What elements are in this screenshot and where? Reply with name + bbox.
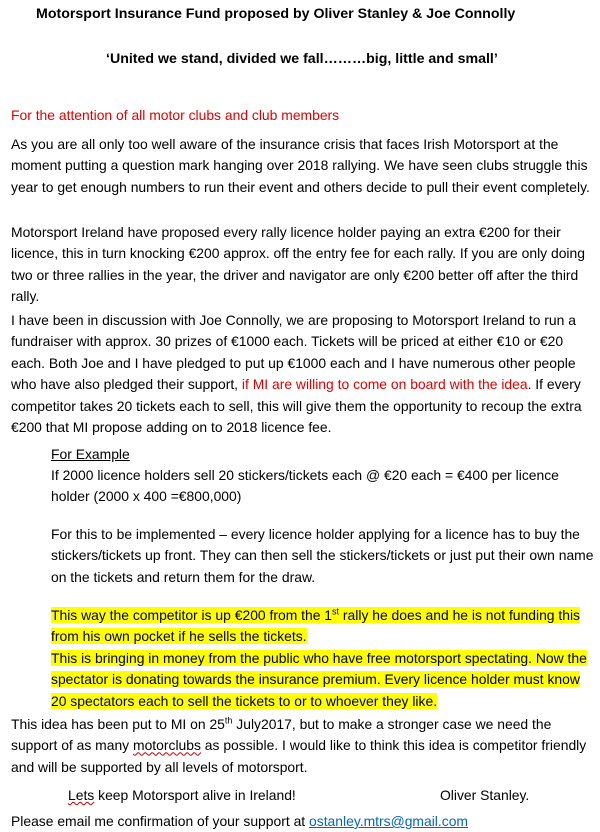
document-slogan: ‘United we stand, divided we fall………big, little and small’ — [106, 51, 498, 67]
footer-email-line: Please email me confirmation of your support at ostanley.mtrs@gmail.com — [11, 813, 468, 829]
signoff-name: Oliver Stanley. — [440, 787, 530, 803]
signoff-slogan: Lets keep Motorsport alive in Ireland! — [68, 787, 296, 803]
highlight-spectator: This is bringing in money from the public who have free motorsport spectating. Now the spectator is donating towards the insurance premium. Every licence holder must know 20 spectators each to sell the tickets to or to whoever they like. — [51, 649, 587, 709]
closing-paragraph: This idea has been put to MI on 25th July2017, but to make a stronger case we need the support of as many motorclubs as possible. I would like to think this idea is competitor friendly and will be supported by all levels of motorsport. — [11, 715, 587, 775]
highlight-competitor: This way the competitor is up €200 from the 1st rally he does and he is not funding this from his own pocket if he sells the tickets. — [51, 606, 580, 645]
paragraph-fundraiser — [11, 310, 597, 438]
paragraph-mi-proposal: Motorsport Ireland have proposed every rally licence holder paying an extra €200 for their licence, this in turn knocking €200 approx. off the entry fee for each rally. If you are only doing two or three rallies in the year, the driver and navigator are only €200 better off after the third rally. — [11, 224, 585, 305]
email-link[interactable]: ostanley.mtrs@gmail.com — [309, 813, 468, 829]
motorclubs-word: motorclubs — [133, 737, 201, 754]
example-heading: For Example — [51, 446, 130, 462]
attention-line: For the attention of all motor clubs and club members — [11, 107, 340, 123]
fundraiser-condition: if MI are willing to come on board with the idea — [241, 376, 528, 393]
implementation-paragraph: For this to be implemented – every licence holder applying for a licence has to buy the stickers/tickets up front. They can then sell the stickers/tickets or just put their own name on the tickets and return them for the draw. — [51, 526, 594, 585]
example-calculation: If 2000 licence holders sell 20 stickers/tickets each @ €20 each = €400 per licence holder (2000 x 400 =€800,000) — [51, 467, 559, 505]
highlighted-benefits — [51, 605, 597, 712]
fundraiser-text: I have been in discussion with Joe Connolly, we are proposing to Motorsport Ireland to run a fundraiser with approx. 30 prizes of €1000 each. Tickets will be priced at either €10 or €20 each. Both Joe and I have pledged to put up €1000 each and I have numerous other people who have also pledged their support, — [11, 312, 576, 393]
document-title: Motorsport Insurance Fund proposed by Oliver Stanley & Joe Connolly — [36, 6, 516, 22]
paragraph-insurance-crisis: As you are all only too well aware of the insurance crisis that faces Irish Motorsport at the moment putting a question mark hanging over 2018 rallying. We have seen clubs struggle this year to get enough numbers to run their event and others decide to pull their event completely. — [11, 136, 590, 195]
fundraiser-text-end: . If every competitor takes 20 tickets each to sell, this will give them the opportunity to recoup the extra €200 that MI propose adding on to 2018 licence fee. — [11, 376, 582, 436]
